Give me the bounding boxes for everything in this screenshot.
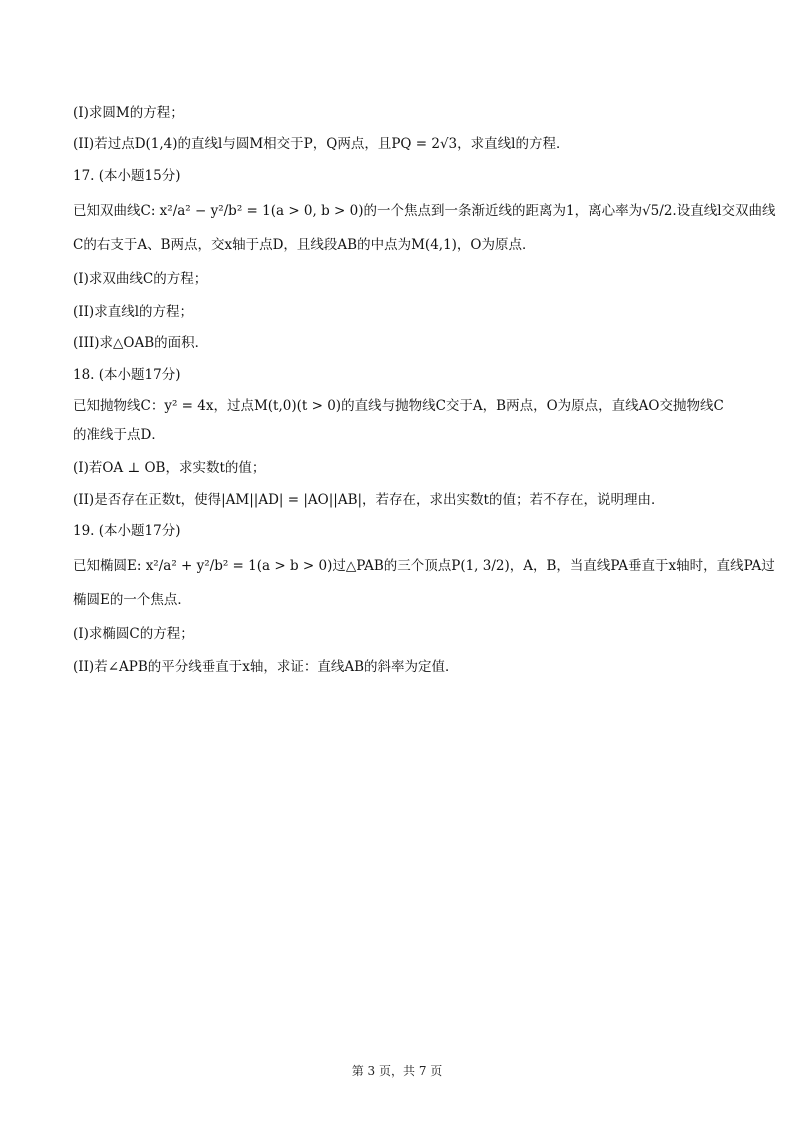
- q18-stem-line2: 的准线于点D．: [73, 427, 165, 443]
- q17-part2: (II)求直线l的方程；: [73, 304, 194, 320]
- q19-heading: 19. (本小题17分): [73, 523, 181, 539]
- q18-stem-line1: 已知抛物线C：y² = 4x，过点M(t,0)(t > 0)的直线与抛物线C交于A，B两点，O为原点，直线AO交抛物线C: [73, 398, 724, 414]
- q17-part1: (I)求双曲线C的方程；: [73, 271, 208, 287]
- q19-stem-line1: 已知椭圆E: x²/a² + y²/b² = 1(a > b > 0)过△PAB的三个顶点P(1, 3/2)，A，B，当直线PA垂直于x轴时，直线PA过: [73, 558, 775, 574]
- q18-part2: (II)是否存在正数t，使得|AM||AD| = |AO||AB|，若存在，求出实数t的值；若不存在，说明理由．: [73, 492, 665, 508]
- page-footer: 第 3 页，共 7 页: [351, 1064, 443, 1078]
- q17-part3: (III)求△OAB的面积．: [73, 335, 209, 351]
- q19-part2: (II)若∠APB的平分线垂直于x轴，求证：直线AB的斜率为定值．: [73, 659, 459, 675]
- q18-part1: (I)若OA ⊥ OB，求实数t的值；: [73, 460, 266, 476]
- q16-part1: (I)求圆M的方程；: [73, 105, 184, 121]
- q19-part1: (I)求椭圆C的方程；: [73, 626, 194, 642]
- q16-part2: (II)若过点D(1,4)的直线l与圆M相交于P，Q两点，且PQ = 2√3，求直线l的方程．: [73, 136, 570, 152]
- q17-heading: 17. (本小题15分): [73, 168, 181, 184]
- q17-stem-line1: 已知双曲线C: x²/a² − y²/b² = 1(a > 0, b > 0)的一个焦点到一条渐近线的距离为1，离心率为√5/2.设直线l交双曲线: [73, 203, 776, 219]
- q18-heading: 18. (本小题17分): [73, 367, 181, 383]
- q19-stem-line2: 椭圆E的一个焦点．: [73, 592, 191, 608]
- q17-stem-line2: C的右支于A、B两点，交x轴于点D，且线段AB的中点为M(4,1)，O为原点．: [73, 237, 536, 253]
